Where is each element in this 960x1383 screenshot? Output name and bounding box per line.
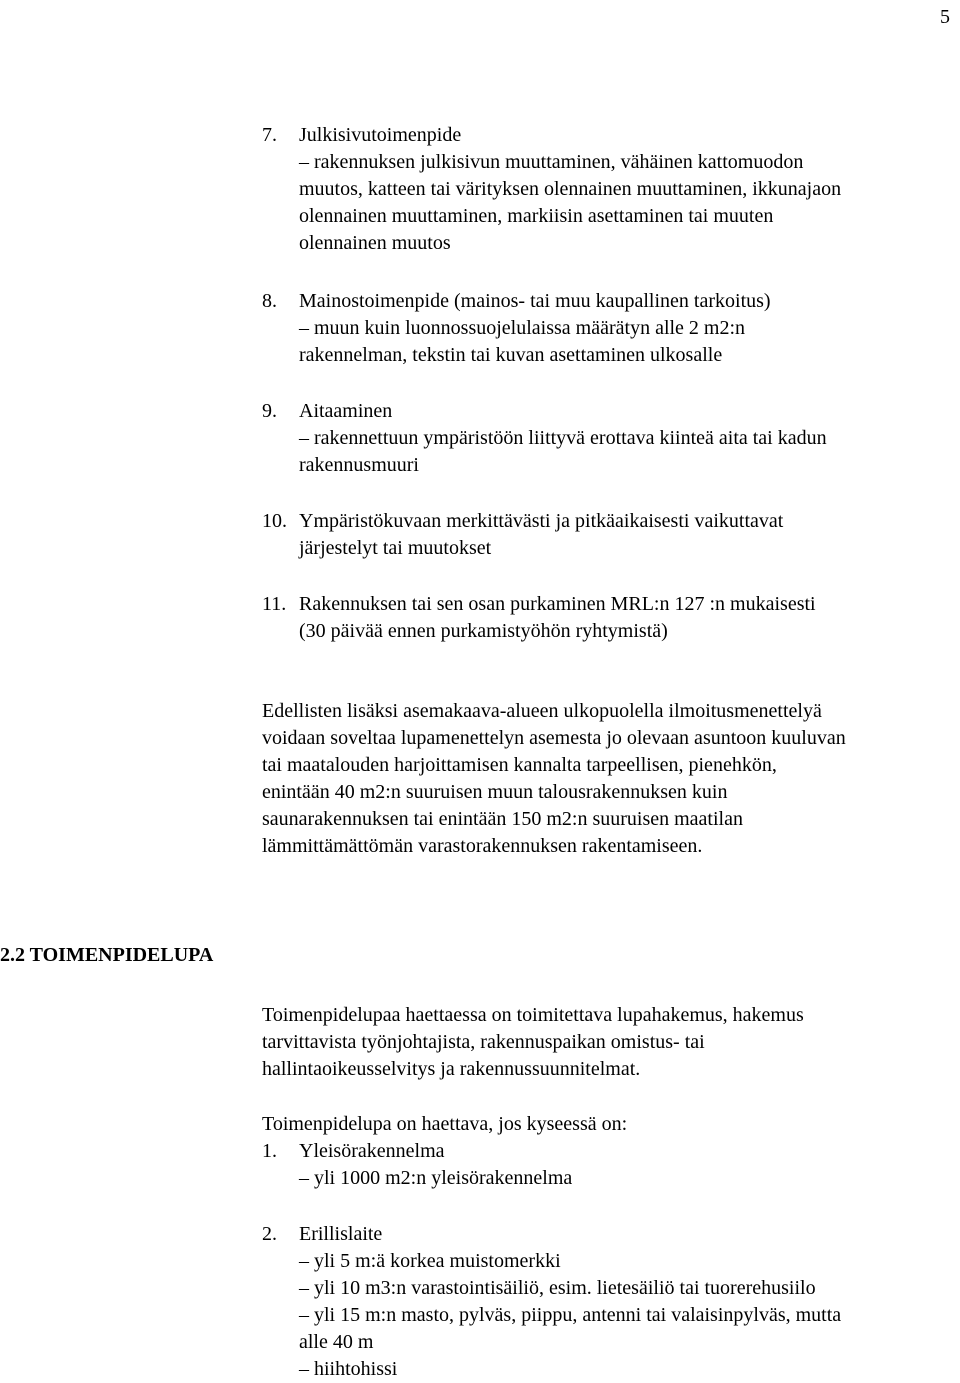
list-item-8 xyxy=(262,288,960,369)
list-item-11 xyxy=(262,591,960,645)
paragraph-line: saunarakennuksen tai enintään 150 m2:n suuruisen maatilan xyxy=(262,808,743,830)
list-item-line: (30 päivää ennen purkamistyöhön ryhtymistä) xyxy=(299,620,668,642)
list-item-10 xyxy=(262,508,960,562)
list-item-line: rakennelman, tekstin tai kuvan asettaminen ulkosalle xyxy=(299,344,723,366)
permit-list xyxy=(262,1111,960,1192)
page-number: 5 xyxy=(940,6,950,28)
paragraph-line: hallintaoikeusselvitys ja rakennussuunnitelmat. xyxy=(262,1058,641,1080)
permit-item-title: Erillislaite xyxy=(299,1223,383,1245)
paragraph-additional-procedure xyxy=(262,698,960,860)
list-item-title: Rakennuksen tai sen osan purkaminen MRL:n 127 :n mukaisesti xyxy=(299,593,816,615)
permit-item-number: 2. xyxy=(262,1223,277,1245)
list-item-title: Mainostoimenpide (mainos- tai muu kaupallinen tarkoitus) xyxy=(299,290,771,312)
permit-item-title-line xyxy=(262,1138,960,1165)
permit-item-line: – yli 15 m:n masto, pylväs, piippu, antenni tai valaisinpylväs, mutta xyxy=(299,1304,842,1326)
permit-item-title-line xyxy=(262,1221,960,1248)
list-item-number: 8. xyxy=(262,290,277,312)
list-item-number: 11. xyxy=(262,593,287,615)
paragraph-line: lämmittämättömän varastorakennuksen rakentamiseen. xyxy=(262,835,703,857)
paragraph-line: voidaan soveltaa lupamenettelyn asemesta jo olevaan asuntoon kuuluvan xyxy=(262,727,846,749)
paragraph-line: Toimenpidelupaa haettaessa on toimitettava lupahakemus, hakemus xyxy=(262,1004,804,1026)
list-item-number: 7. xyxy=(262,124,277,146)
permit-item-number: 1. xyxy=(262,1140,277,1162)
section-heading: 2.2 TOIMENPIDELUPA xyxy=(0,944,214,966)
list-item-title: Aitaaminen xyxy=(299,400,393,422)
list-item-number: 10. xyxy=(262,510,287,532)
list-item-line: – muun kuin luonnossuojelulaissa määrätyn alle 2 m2:n xyxy=(299,317,746,339)
list-item-title-line xyxy=(262,288,960,315)
list-item-title-line xyxy=(262,398,960,425)
permit-item-line: – hiihtohissi xyxy=(299,1358,398,1380)
list-item-line: – rakennettuun ympäristöön liittyvä erottava kiinteä aita tai kadun xyxy=(299,427,827,449)
permit-item-line: – yli 10 m3:n varastointisäiliö, esim. lietesäiliö tai tuorerehusiilo xyxy=(299,1277,816,1299)
list-item-title: Julkisivutoimenpide xyxy=(299,124,462,146)
list-item-title-line xyxy=(262,122,960,149)
list-item-line: muutos, katteen tai värityksen olennainen muuttaminen, ikkunajaon xyxy=(299,178,842,200)
permit-item-title: Yleisörakennelma xyxy=(299,1140,445,1162)
list-item-7 xyxy=(262,122,960,257)
permit-item-line: – yli 5 m:ä korkea muistomerkki xyxy=(299,1250,561,1272)
list-item-title-line xyxy=(262,508,960,535)
list-item-line: järjestelyt tai muutokset xyxy=(299,537,492,559)
list-item-9 xyxy=(262,398,960,479)
permit-intro: Toimenpidelupa on haettava, jos kyseessä on: xyxy=(262,1113,628,1135)
permit-item-line: – yli 1000 m2:n yleisörakennelma xyxy=(299,1167,573,1189)
list-item-line: olennainen muutos xyxy=(299,232,451,254)
paragraph-line: tarvittavista työnjohtajista, rakennuspaikan omistus- tai xyxy=(262,1031,705,1053)
list-item-number: 9. xyxy=(262,400,277,422)
list-item-line: olennainen muuttaminen, markiisin asettaminen tai muuten xyxy=(299,205,774,227)
paragraph-line: enintään 40 m2:n suuruisen muun talousrakennuksen kuin xyxy=(262,781,728,803)
paragraph-line: Edellisten lisäksi asemakaava-alueen ulkopuolella ilmoitusmenettelyä xyxy=(262,700,822,722)
list-item-line: rakennusmuuri xyxy=(299,454,419,476)
list-item-line: – rakennuksen julkisivun muuttaminen, vähäinen kattomuodon xyxy=(299,151,804,173)
list-item-title: Ympäristökuvaan merkittävästi ja pitkäaikaisesti vaikuttavat xyxy=(299,510,784,532)
permit-item-line: alle 40 m xyxy=(299,1331,374,1353)
paragraph-line: tai maatalouden harjoittamisen kannalta tarpeellisen, pienehkön, xyxy=(262,754,777,776)
list-item-title-line xyxy=(262,591,960,618)
paragraph-application-requirements xyxy=(262,1002,960,1083)
permit-item-2 xyxy=(262,1221,960,1383)
